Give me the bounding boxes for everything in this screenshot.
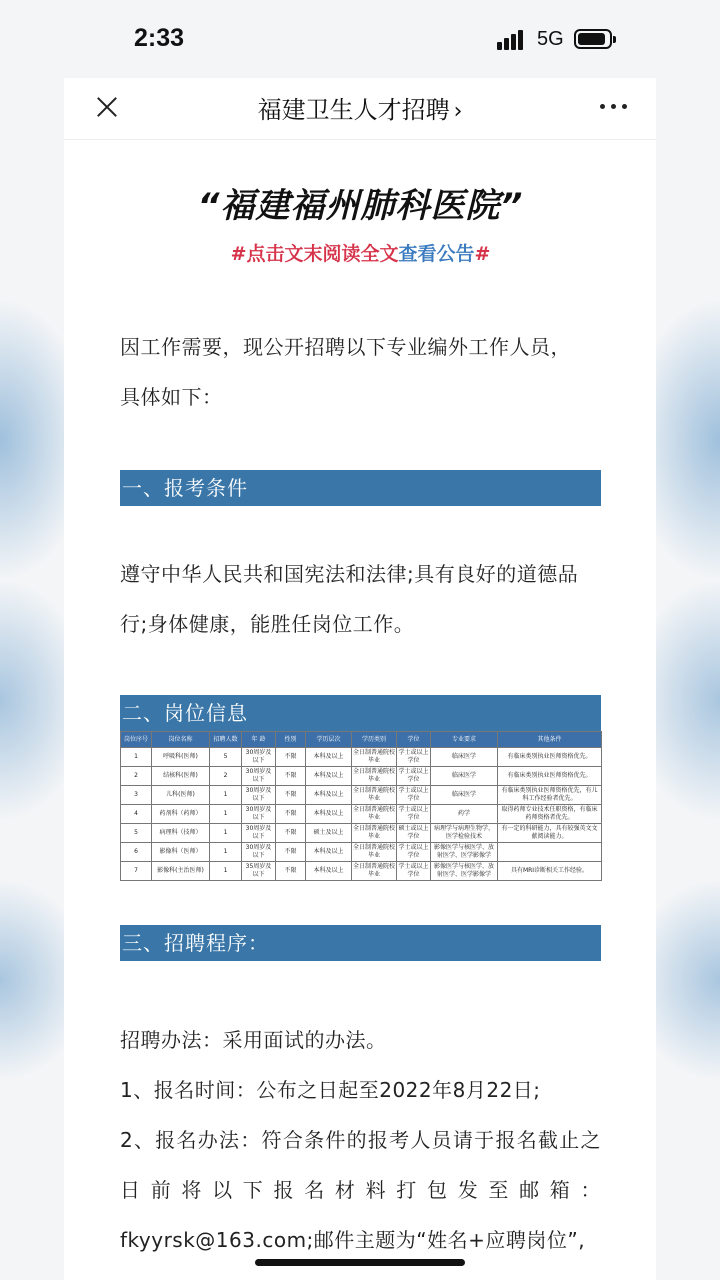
table-cell: 学士或以上学位 [397, 767, 431, 786]
procedure-paragraph [120, 1015, 601, 1265]
article-headline: “福建福州肺科医院” [197, 186, 524, 226]
table-cell: 本科及以上 [306, 767, 352, 786]
hash-text: # [474, 243, 491, 265]
table-cell: 3 [121, 786, 152, 805]
table-cell: 本科及以上 [306, 843, 352, 862]
table-cell: 影像医学与核医学、放射医学、医学影像学 [431, 862, 498, 881]
table-header-cell: 岗位名称 [152, 732, 210, 748]
table-cell: 学士或以上学位 [397, 748, 431, 767]
intro-paragraph [120, 322, 601, 422]
table-header-cell: 学历层次 [306, 732, 352, 748]
procedure-line: 日前将以下报名材料打包发至邮箱： [120, 1178, 601, 1202]
table-cell: 全日制普通院校毕业 [352, 767, 397, 786]
chevron-right-icon: › [453, 99, 463, 124]
table-cell: 全日制普通院校毕业 [352, 843, 397, 862]
table-header-cell: 性别 [276, 732, 306, 748]
table-cell: 不限 [276, 786, 306, 805]
table-row [121, 805, 602, 824]
table-cell: 2 [121, 767, 152, 786]
table-cell [498, 843, 602, 862]
table-cell: 本科及以上 [306, 748, 352, 767]
table-cell: 全日制普通院校毕业 [352, 786, 397, 805]
intro-line: 具体如下： [120, 385, 223, 409]
table-cell: 4 [121, 805, 152, 824]
table-cell: 本科及以上 [306, 862, 352, 881]
section-heading: 二、岗位信息 [120, 695, 601, 731]
table-cell: 影像科(主治医师) [152, 862, 210, 881]
view-notice-text: 查看公告 [398, 243, 475, 265]
table-header-cell: 学位 [397, 732, 431, 748]
section-heading: 三、招聘程序： [120, 925, 601, 961]
table-cell: 5 [210, 748, 242, 767]
table-cell: 临床医学 [431, 748, 498, 767]
signal-icon [497, 30, 527, 50]
table-header-cell: 专业要求 [431, 732, 498, 748]
table-header-cell: 年 龄 [242, 732, 276, 748]
table-cell: 30周岁及以下 [242, 767, 276, 786]
table-cell: 7 [121, 862, 152, 881]
table-cell: 有一定的科研能力，具有较强英文文献阅读能力。 [498, 824, 602, 843]
table-cell: 35周岁及以下 [242, 862, 276, 881]
positions-table [120, 731, 602, 881]
table-row [121, 824, 602, 843]
procedure-line: 1、报名时间：公布之日起至2022年8月22日; [120, 1078, 541, 1102]
table-cell: 学士或以上学位 [397, 862, 431, 881]
table-cell: 30周岁及以下 [242, 805, 276, 824]
account-title[interactable] [64, 90, 656, 125]
section-heading: 一、报考条件 [120, 470, 601, 506]
table-cell: 本科及以上 [306, 805, 352, 824]
conditions-line: 行;身体健康，能胜任岗位工作。 [120, 612, 415, 636]
account-name: 福建卫生人才招聘 [257, 96, 450, 124]
table-cell: 全日制普通院校毕业 [352, 862, 397, 881]
table-cell: 影像科（医师） [152, 843, 210, 862]
table-cell: 硕士及以上 [306, 824, 352, 843]
positions-table-image[interactable] [120, 695, 601, 881]
conditions-line: 遵守中华人民共和国宪法和法律;具有良好的道德品 [120, 562, 579, 586]
article-body [120, 140, 601, 1265]
table-cell: 6 [121, 843, 152, 862]
table-cell: 全日制普通院校毕业 [352, 748, 397, 767]
table-header-cell: 招聘人数 [210, 732, 242, 748]
table-cell: 5 [121, 824, 152, 843]
network-label: 5G [537, 28, 564, 50]
table-cell: 1 [210, 786, 242, 805]
table-cell: 学士或以上学位 [397, 805, 431, 824]
table-cell: 取得药师专业技术任职资格，有临床药师资格者优先。 [498, 805, 602, 824]
table-header-cell: 其他条件 [498, 732, 602, 748]
table-row [121, 767, 602, 786]
table-cell: 病理学与病理生物学、医学检验技术 [431, 824, 498, 843]
table-row [121, 786, 602, 805]
table-cell: 学士或以上学位 [397, 843, 431, 862]
procedure-line: fkyyrsk@163.com;邮件主题为“姓名+应聘岗位”, [120, 1228, 586, 1252]
table-cell: 有临床类别执业医师资格优先。 [498, 748, 602, 767]
table-cell: 本科及以上 [306, 786, 352, 805]
table-cell: 不限 [276, 767, 306, 786]
read-full-text: #点击文末阅读全文 [230, 243, 399, 265]
table-cell: 病理科（技师） [152, 824, 210, 843]
table-header-cell: 学历类别 [352, 732, 397, 748]
conditions-paragraph [120, 549, 601, 649]
home-indicator[interactable] [255, 1259, 465, 1266]
read-full-link[interactable] [120, 239, 601, 266]
table-cell: 30周岁及以下 [242, 824, 276, 843]
status-time: 2:33 [134, 24, 185, 52]
table-cell: 不限 [276, 748, 306, 767]
table-cell: 临床医学 [431, 786, 498, 805]
table-cell: 不限 [276, 824, 306, 843]
table-cell: 药学 [431, 805, 498, 824]
procedure-line: 2、报名办法：符合条件的报考人员请于报名截止之 [120, 1128, 601, 1152]
table-cell: 1 [210, 805, 242, 824]
table-cell: 1 [121, 748, 152, 767]
table-cell: 具有MRI诊断相关工作经验。 [498, 862, 602, 881]
table-cell: 30周岁及以下 [242, 843, 276, 862]
table-cell: 临床医学 [431, 767, 498, 786]
intro-line: 因工作需要，现公开招聘以下专业编外工作人员， [120, 335, 571, 359]
table-row [121, 748, 602, 767]
table-cell: 1 [210, 843, 242, 862]
table-cell: 全日制普通院校毕业 [352, 824, 397, 843]
battery-icon [574, 29, 612, 49]
table-cell: 不限 [276, 843, 306, 862]
table-cell: 30周岁及以下 [242, 786, 276, 805]
table-cell: 30周岁及以下 [242, 748, 276, 767]
more-icon[interactable] [600, 104, 628, 110]
table-row [121, 862, 602, 881]
table-cell: 1 [210, 824, 242, 843]
article-card [64, 78, 656, 1280]
table-cell: 呼吸科(医师) [152, 748, 210, 767]
table-cell: 儿科(医师) [152, 786, 210, 805]
table-cell: 全日制普通院校毕业 [352, 805, 397, 824]
table-cell: 有临床类别执业医师资格优先。 [498, 767, 602, 786]
table-cell: 硕士或以上学位 [397, 824, 431, 843]
table-cell: 影像医学与核医学、放射医学、医学影像学 [431, 843, 498, 862]
table-row [121, 843, 602, 862]
table-cell: 不限 [276, 805, 306, 824]
table-header-cell: 岗位序号 [121, 732, 152, 748]
table-cell: 学士或以上学位 [397, 786, 431, 805]
table-cell: 药剂科（药师） [152, 805, 210, 824]
table-cell: 2 [210, 767, 242, 786]
status-bar [0, 0, 720, 78]
table-cell: 不限 [276, 862, 306, 881]
procedure-line: 招聘办法：采用面试的办法。 [120, 1028, 387, 1052]
table-cell: 1 [210, 862, 242, 881]
nav-bar [64, 78, 656, 140]
table-cell: 有临床类别执业医师资格优先，有儿科工作经验者优先。 [498, 786, 602, 805]
table-cell: 结核科(医师) [152, 767, 210, 786]
